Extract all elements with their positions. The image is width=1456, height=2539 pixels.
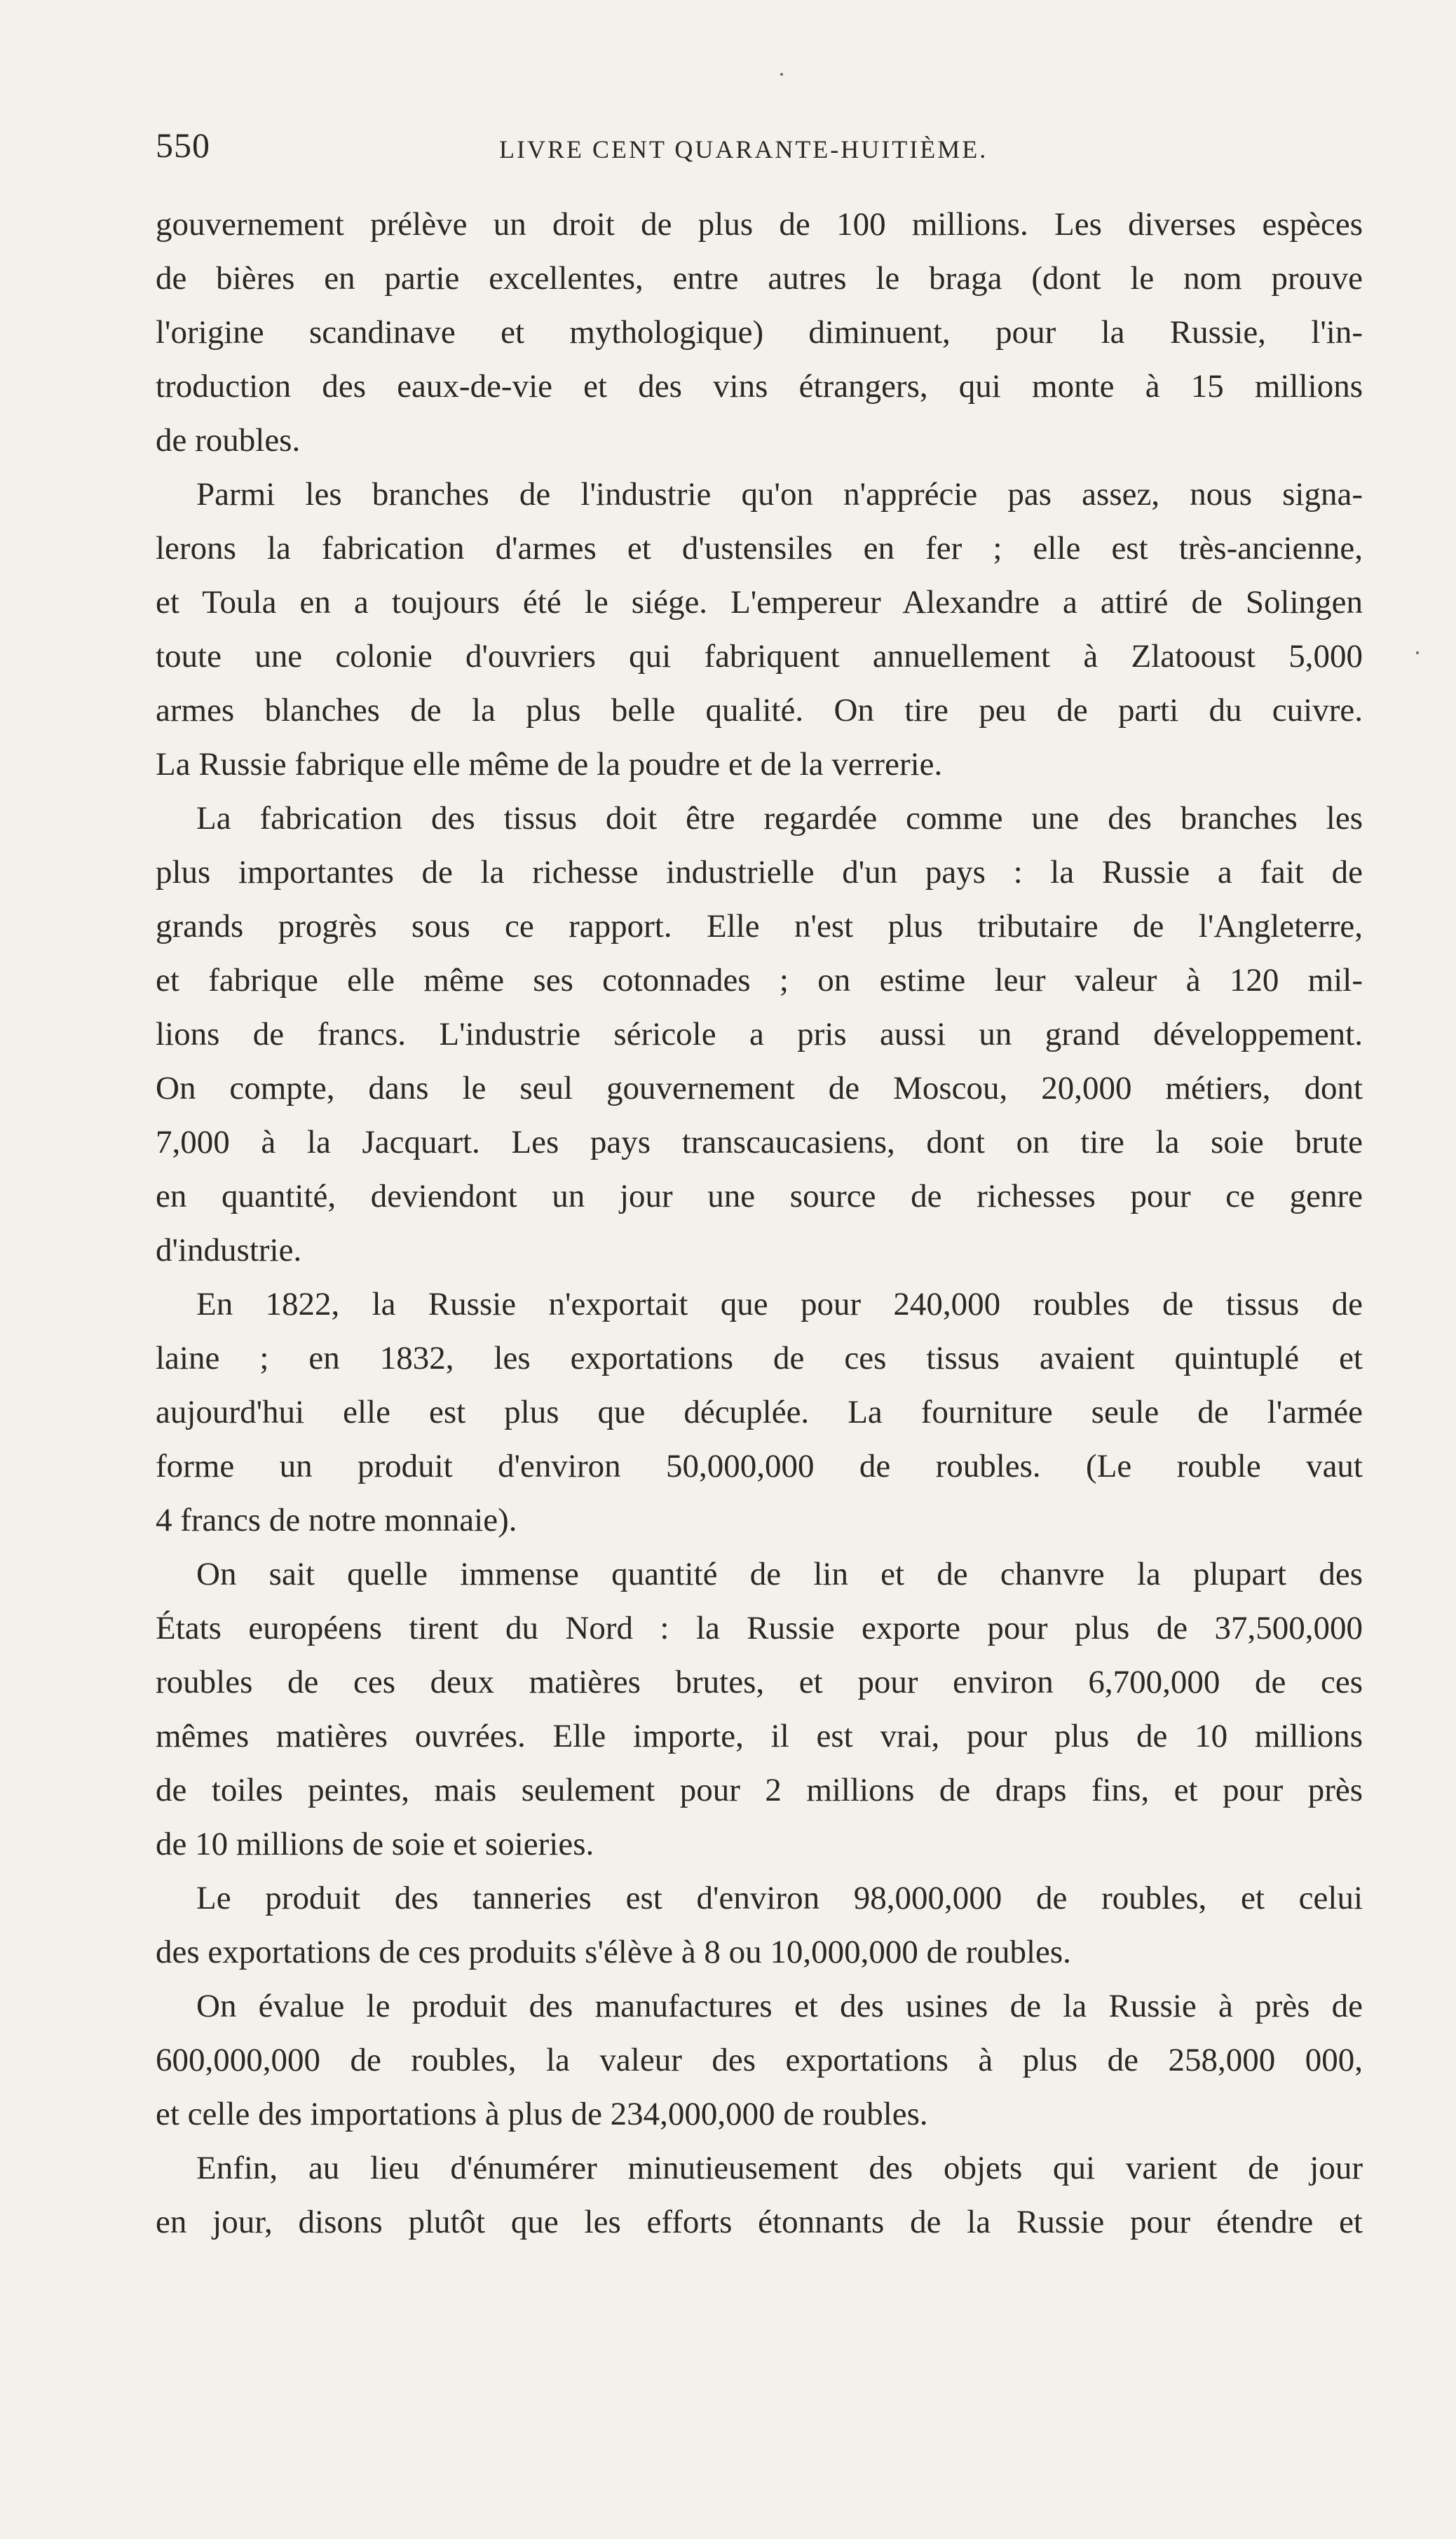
print-speck (1416, 651, 1419, 654)
text-line: laine ; en 1832, les exportations de ces tissus avaient quintuplé et (156, 1340, 1363, 1376)
paragraph (156, 468, 1363, 792)
text-line: Le produit des tanneries est d'environ 98,000,000 de roubles, et celui (196, 1880, 1363, 1916)
text-line: plus importantes de la richesse industrielle d'un pays : la Russie a fait de (156, 854, 1363, 891)
print-speck (780, 73, 783, 76)
text-line: l'origine scandinave et mythologique) diminuent, pour la Russie, l'in- (156, 314, 1363, 351)
text-line: troduction des eaux-de-vie et des vins étrangers, qui monte à 15 millions (156, 368, 1363, 405)
text-line: mêmes matières ouvrées. Elle importe, il est vrai, pour plus de 10 millions (156, 1718, 1363, 1754)
paragraph (156, 792, 1363, 1278)
text-line: de toiles peintes, mais seulement pour 2 millions de draps fins, et pour près (156, 1772, 1363, 1808)
running-title: LIVRE CENT QUARANTE-HUITIÈME. (499, 135, 988, 163)
text-line: En 1822, la Russie n'exportait que pour 240,000 roubles de tissus de (196, 1286, 1363, 1322)
text-line: On compte, dans le seul gouvernement de Moscou, 20,000 métiers, dont (156, 1070, 1363, 1106)
text-line: roubles de ces deux matières brutes, et pour environ 6,700,000 de ces (156, 1664, 1363, 1700)
text-line: et Toula en a toujours été le siége. L'empereur Alexandre a attiré de Solingen (156, 584, 1363, 621)
page-header (156, 125, 1363, 174)
text-line: toute une colonie d'ouvriers qui fabriquent annuellement à Zlatooust 5,000 (156, 638, 1363, 675)
text-line: La fabrication des tissus doit être regardée comme une des branches les (196, 800, 1363, 837)
text-line: de bières en partie excellentes, entre autres le braga (dont le nom prouve (156, 260, 1363, 297)
text-line: La Russie fabrique elle même de la poudre et de la verrerie. (156, 746, 943, 783)
paragraph (156, 1979, 1363, 2141)
paragraph (156, 1278, 1363, 1548)
text-line: des exportations de ces produits s'élève à 8 ou 10,000,000 de roubles. (156, 1934, 1071, 1970)
page-number: 550 (156, 126, 210, 165)
text-line: lerons la fabrication d'armes et d'ustensiles en fer ; elle est très-ancienne, (156, 530, 1363, 567)
text-line: États européens tirent du Nord : la Russie exporte pour plus de 37,500,000 (156, 1610, 1363, 1646)
paragraph (156, 1871, 1363, 1979)
text-line: gouvernement prélève un droit de plus de 100 millions. Les diverses espèces (156, 206, 1363, 243)
text-line: de roubles. (156, 422, 301, 459)
paragraph (156, 2141, 1363, 2249)
text-line: armes blanches de la plus belle qualité. On tire peu de parti du cuivre. (156, 692, 1363, 729)
body-text (156, 198, 1363, 2249)
text-line: forme un produit d'environ 50,000,000 de roubles. (Le rouble vaut (156, 1448, 1363, 1484)
text-line: d'industrie. (156, 1232, 302, 1268)
text-line: lions de francs. L'industrie séricole a pris aussi un grand développement. (156, 1016, 1363, 1052)
text-line: 7,000 à la Jacquart. Les pays transcaucasiens, dont on tire la soie brute (156, 1124, 1363, 1160)
paragraph (156, 1548, 1363, 1871)
text-line: de 10 millions de soie et soieries. (156, 1826, 594, 1862)
text-line: et fabrique elle même ses cotonnades ; on estime leur valeur à 120 mil- (156, 962, 1363, 998)
paragraph (156, 198, 1363, 468)
text-line: grands progrès sous ce rapport. Elle n'est plus tributaire de l'Angleterre, (156, 908, 1363, 944)
text-line: On sait quelle immense quantité de lin et de chanvre la plupart des (196, 1556, 1363, 1592)
text-line: Parmi les branches de l'industrie qu'on n'apprécie pas assez, nous signa- (196, 476, 1363, 513)
text-line: en jour, disons plutôt que les efforts étonnants de la Russie pour étendre et (156, 2204, 1363, 2240)
text-line: et celle des importations à plus de 234,000,000 de roubles. (156, 2096, 928, 2132)
text-line: 4 francs de notre monnaie). (156, 1502, 517, 1538)
text-line: 600,000,000 de roubles, la valeur des exportations à plus de 258,000 000, (156, 2042, 1363, 2078)
text-line: aujourd'hui elle est plus que décuplée. La fourniture seule de l'armée (156, 1394, 1363, 1430)
text-line: On évalue le produit des manufactures et des usines de la Russie à près de (196, 1988, 1363, 2024)
text-line: en quantité, deviendont un jour une source de richesses pour ce genre (156, 1178, 1363, 1214)
text-line: Enfin, au lieu d'énumérer minutieusement des objets qui varient de jour (196, 2150, 1363, 2186)
